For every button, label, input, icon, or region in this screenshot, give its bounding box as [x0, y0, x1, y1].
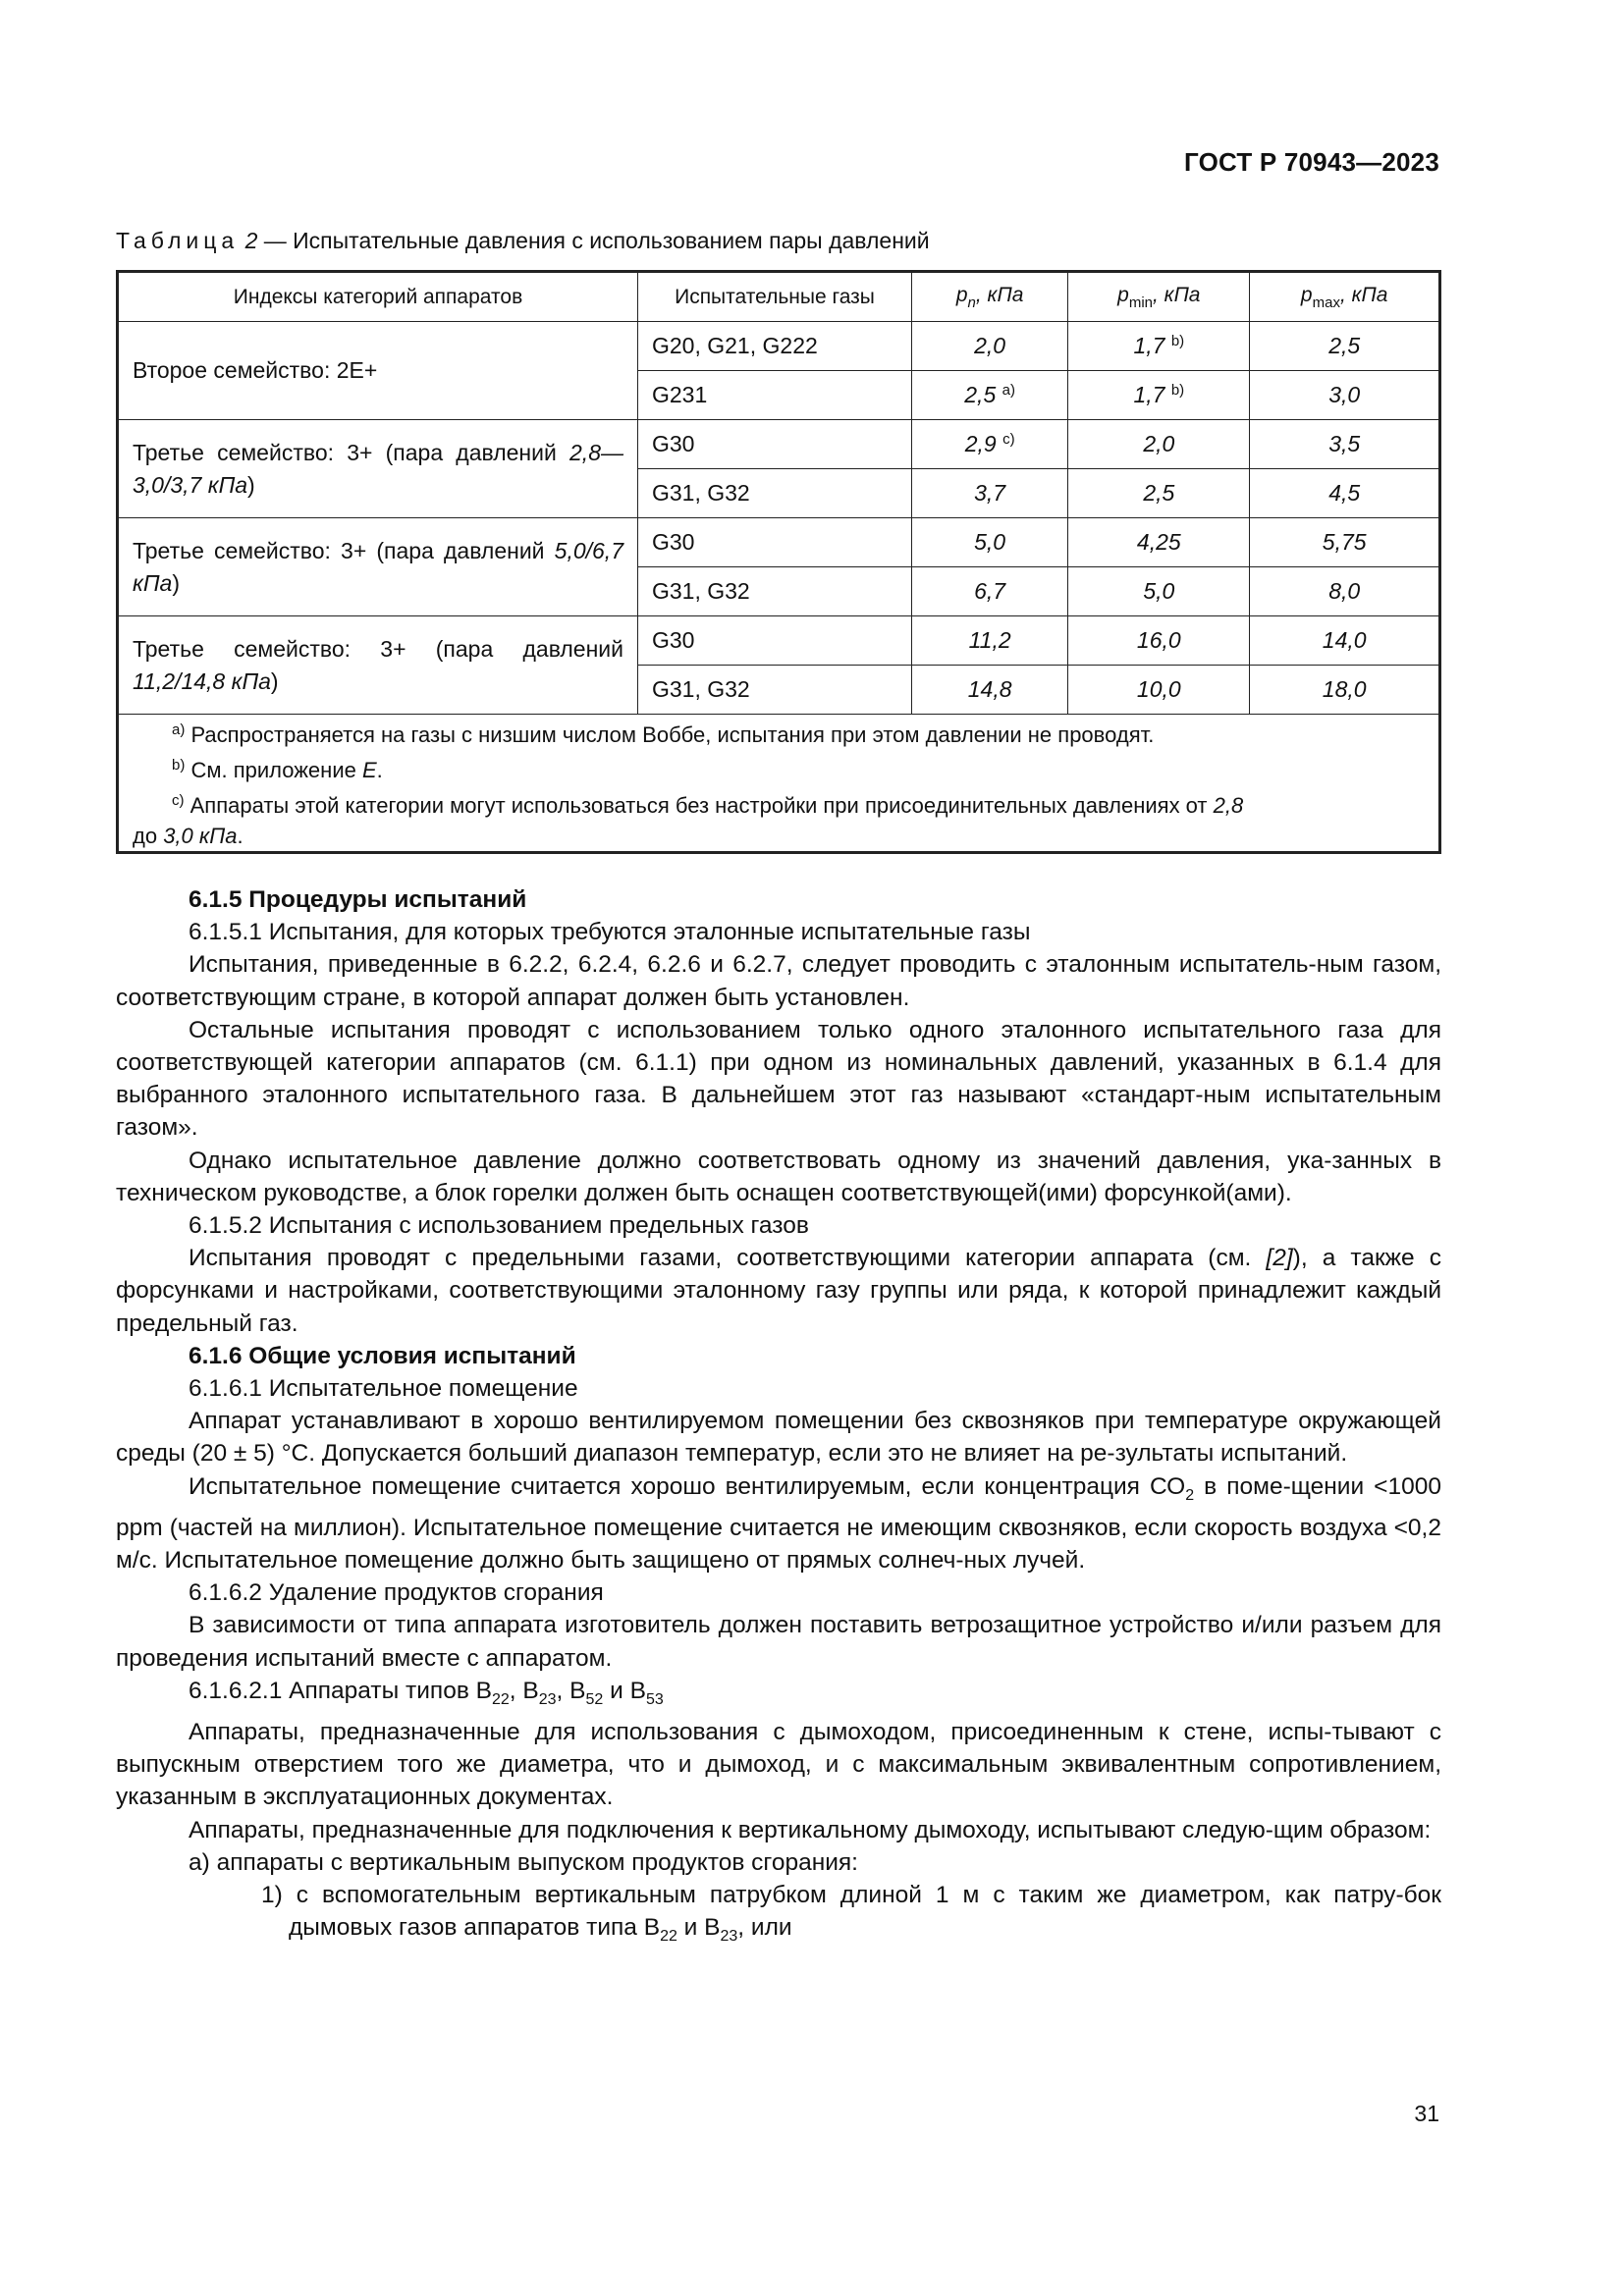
category-cell: Третье семейство: 3+ (пара давлений 2,8—3,0/3,7 кПа)	[118, 420, 638, 518]
table-row	[118, 420, 1440, 469]
pn-cell: 11,2	[912, 616, 1068, 666]
pmin-cell: 5,0	[1068, 567, 1250, 616]
table-caption-number: 2	[244, 228, 258, 253]
category-cell: Третье семейство: 3+ (пара давлений 5,0/6,7 кПа)	[118, 518, 638, 616]
note-c: $^{c)}$ Аппараты этой категории могут использоваться без настройки при присоединительных давлениях от 2,8	[172, 792, 1244, 818]
table-notes	[118, 715, 1440, 853]
header-pmax: $p_{max}$, кПа	[1250, 272, 1440, 322]
category-cell: Третье семейство: 3+ (пара давлений 11,2/14,8 кПа)	[118, 616, 638, 715]
pmax-cell: 8,0	[1250, 567, 1440, 616]
pmax-cell: 4,5	[1250, 469, 1440, 518]
list-item-1: 1) с вспомогательным вертикальным патрубком длиной 1 м с таким же диаметром, как патру-бок дымовых газов аппаратов типа $В_{22}$ и $В_{23}$, или	[261, 1882, 1441, 1946]
gas-cell: G31, G32	[638, 666, 912, 715]
subsection-6-1-5-1: 6.1.5.1 Испытания, для которых требуются эталонные испытательные газы	[189, 919, 1031, 946]
pmax-cell: 14,0	[1250, 616, 1440, 666]
pmin-cell: 4,25	[1068, 518, 1250, 567]
gas-cell: G30	[638, 420, 912, 469]
note-a: $^{a)}$ Распространяется на газы с низшим числом Воббе, испытания при этом давлении не проводят.	[172, 721, 1155, 747]
header-category: Индексы категорий аппаратов	[118, 272, 638, 322]
body-text	[116, 883, 1441, 1953]
subsection-6-1-6-2: 6.1.6.2 Удаление продуктов сгорания	[189, 1579, 604, 1607]
table-header-row	[118, 272, 1440, 322]
pn-cell: 6,7	[912, 567, 1068, 616]
table-caption-text: — Испытательные давления с использованием пары давлений	[263, 228, 930, 253]
gas-cell: G231	[638, 371, 912, 420]
section-heading-6-1-6: 6.1.6 Общие условия испытаний	[189, 1342, 576, 1369]
pn-cell: 2,0	[912, 322, 1068, 371]
pn-cell: 14,8	[912, 666, 1068, 715]
paragraph: Аппараты, предназначенные для подключения к вертикальному дымоходу, испытывают следую-щим образом:	[189, 1816, 1432, 1843]
pmax-cell: 3,0	[1250, 371, 1440, 420]
paragraph: Аппараты, предназначенные для использования с дымоходом, присоединенным к стене, испы-тывают с выпускным отверстием того же диаметра, что и дымоход, и с максимальным эквивалентным сопротивлением, указанным в эксплуатационных документах.	[116, 1719, 1441, 1811]
paragraph: В зависимости от типа аппарата изготовитель должен поставить ветрозащитное устройство и/или разъем для проведения испытаний вместе с аппаратом.	[116, 1612, 1441, 1672]
note-c-continued: до 3,0 кПа.	[133, 824, 244, 848]
pmin-cell: 2,5	[1068, 469, 1250, 518]
pmin-cell: 10,0	[1068, 666, 1250, 715]
gas-cell: G31, G32	[638, 469, 912, 518]
paragraph: Остальные испытания проводят с использованием только одного эталонного испытательного газа для соответствующей категории аппаратов (см. 6.1.1) при одном из номинальных давлений, указанных в 6.1.4 для выбранного эталонного испытательного газа. В дальнейшем этот газ называют «стандарт-ным испытательным газом».	[116, 1016, 1441, 1142]
paragraph: Однако испытательное давление должно соответствовать одному из значений давления, ука-занных в техническом руководстве, а блок горелки должен быть оснащен соответствующей(ими) форсункой(ами).	[116, 1147, 1441, 1206]
table-caption	[116, 228, 930, 254]
pmax-cell: 2,5	[1250, 322, 1440, 371]
table-row	[118, 322, 1440, 371]
gas-cell: G30	[638, 616, 912, 666]
note-b: $^{b)}$ См. приложение Е.	[172, 757, 383, 782]
subsection-6-1-6-2-1: 6.1.6.2.1 Аппараты типов $В_{22}$, $В_{23}$, $В_{52}$ и $В_{53}$	[189, 1677, 664, 1708]
paragraph: Испытания, приведенные в 6.2.2, 6.2.4, 6.2.6 и 6.2.7, следует проводить с эталонным испытатель-ным газом, соответствующим стране, в которой аппарат должен быть установлен.	[116, 951, 1441, 1011]
pmax-cell: 5,75	[1250, 518, 1440, 567]
paragraph: Аппарат устанавливают в хорошо вентилируемом помещении без сквозняков при температуре окружающей среды (20 ± 5) °С. Допускается больший диапазон температур, если это не влияет на ре-зультаты испытаний.	[116, 1408, 1441, 1468]
gas-cell: G30	[638, 518, 912, 567]
table-row	[118, 616, 1440, 666]
list-item-a: а) аппараты с вертикальным выпуском продуктов сгорания:	[189, 1848, 858, 1876]
gas-cell: G31, G32	[638, 567, 912, 616]
subsection-6-1-5-2: 6.1.5.2 Испытания с использованием предельных газов	[189, 1212, 809, 1240]
category-cell: Второе семейство: 2Е+	[118, 322, 638, 420]
table-caption-label: Таблица	[116, 228, 240, 253]
pmax-cell: 18,0	[1250, 666, 1440, 715]
pmin-cell: 1,7 $^{b)}$	[1068, 322, 1250, 371]
page-number: 31	[1414, 2101, 1439, 2126]
header-pn: $p_n$, кПа	[912, 272, 1068, 322]
paragraph: Испытательное помещение считается хорошо вентилируемым, если концентрация $СО_2$ в поме-щении <1000 ppm (частей на миллион). Испытательное помещение считается не имеющим сквозняков, если скорость воздуха <0,2 м/с. Испытательное помещение должно быть защищено от прямых солнеч-ных лучей.	[116, 1472, 1441, 1575]
header-gases: Испытательные газы	[638, 272, 912, 322]
pn-cell: 5,0	[912, 518, 1068, 567]
table-row	[118, 518, 1440, 567]
pmin-cell: 16,0	[1068, 616, 1250, 666]
pn-cell: 2,5 $^{a)}$	[912, 371, 1068, 420]
pmax-cell: 3,5	[1250, 420, 1440, 469]
gas-cell: G20, G21, G222	[638, 322, 912, 371]
header-pmin: $p_{min}$, кПа	[1068, 272, 1250, 322]
pmin-cell: 2,0	[1068, 420, 1250, 469]
paragraph: Испытания проводят с предельными газами, соответствующими категории аппарата (см. [2]), а также с форсунками и настройками, соответствующими эталонному газу группы или ряда, к которой принадлежит каждый предельный газ.	[116, 1245, 1441, 1337]
pn-cell: 3,7	[912, 469, 1068, 518]
table-notes-row	[118, 715, 1440, 853]
document-id: ГОСТ Р 70943—2023	[1184, 147, 1439, 177]
section-heading-6-1-5: 6.1.5 Процедуры испытаний	[189, 886, 527, 913]
subsection-6-1-6-1: 6.1.6.1 Испытательное помещение	[189, 1375, 578, 1403]
pmin-cell: 1,7 $^{b)}$	[1068, 371, 1250, 420]
pressure-table	[116, 270, 1441, 854]
pn-cell: 2,9 $^{c)}$	[912, 420, 1068, 469]
